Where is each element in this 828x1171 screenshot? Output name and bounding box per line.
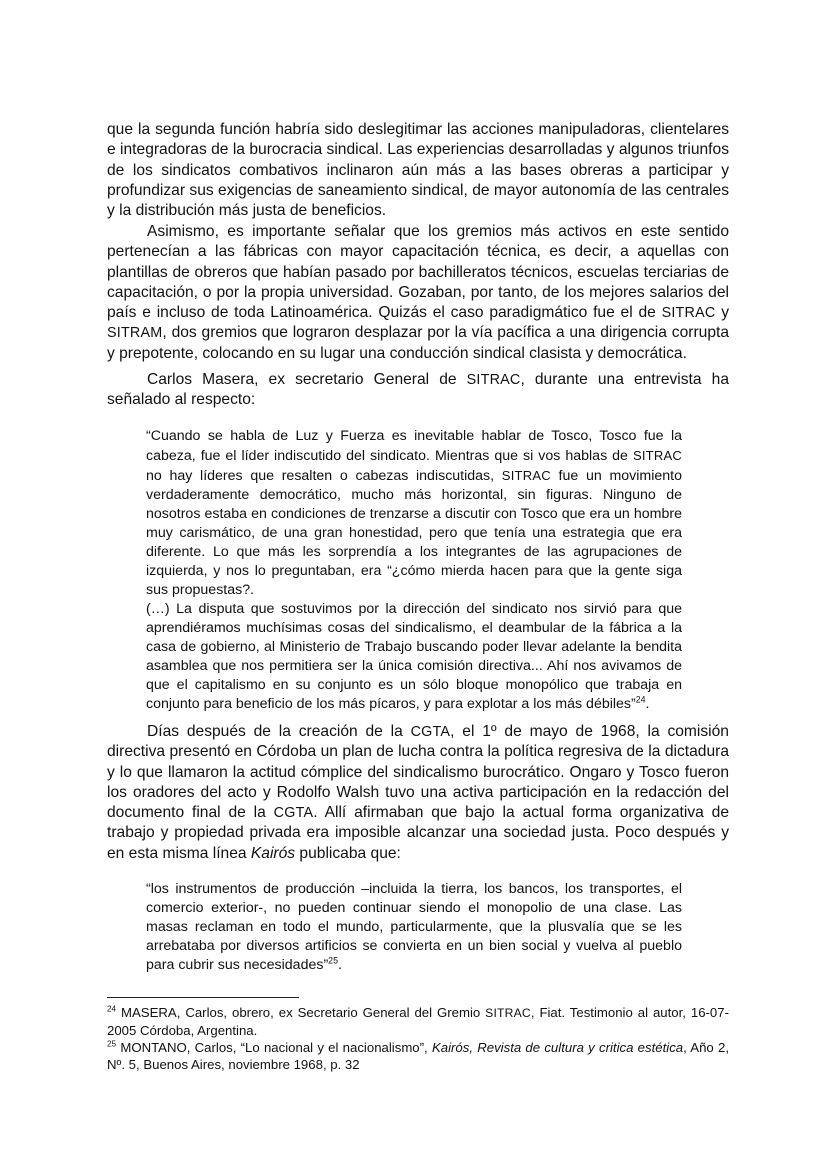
- italic-title: Kairós, Revista de cultura y critica estética: [431, 1040, 684, 1055]
- paragraph-text: Carlos Masera, ex secretario General de: [147, 371, 467, 388]
- italic-title: Kairós: [250, 844, 296, 862]
- acronym: SITRAC: [485, 1006, 531, 1020]
- paragraph-text: Días después de la creación de la: [147, 723, 411, 740]
- body-paragraph-3: [107, 370, 729, 411]
- acronym: SITRAC: [466, 372, 521, 388]
- footnote-text: , Año 2, Nº. 5, Buenos Aires, noviembre 1968, p. 32: [107, 1040, 730, 1072]
- footnotes: [107, 1004, 729, 1073]
- body-paragraph-4: [107, 722, 729, 864]
- quote-text: fue un movimiento verdaderamente democrático, mucho más horizontal, sin figuras. Ninguno de nosotros estaba en condiciones de trenzarse a discutir con Tosco que era un hombre muy carismático, de una gran honestidad, pero que tenía una estrategia que era diferente. Lo que más les sorprendía a los integrantes de las agrupaciones de izquierda, y nos lo preguntaban, era “¿cómo mierda hacen para que la gente siga sus propuestas?.: [146, 468, 682, 598]
- body-paragraph-2: [107, 222, 729, 364]
- footnote-text: MONTANO, Carlos, “Lo nacional y el nacionalismo”,: [116, 1040, 432, 1055]
- acronym: SITRAC: [501, 468, 551, 483]
- paragraph-text: , dos gremios que lograron desplazar por la vía pacífica a una dirigencia corrupta y prepotente, colocando en su lugar una conducción sindical clasista y democrática.: [107, 324, 729, 362]
- paragraph-text: , durante una entrevista ha señalado al respecto:: [107, 371, 729, 409]
- paragraph-text: Asimismo, es importante señalar que los gremios más activos en este sentido pertenecían a las fábricas con mayor capacitación técnica, es decir, a aquellas con plantillas de obreros que habían pasado por bachilleratos técnicos, escuelas terciarias de capacitación, o por la propia universidad. Gozaban, por tanto, de los mejores salarios del país e incluso de toda Latinoamérica. Quizás el caso paradigmático fue el de: [107, 223, 729, 322]
- quote-text: “Cuando se habla de Luz y Fuerza es inevitable hablar de Tosco, Tosco fue la cabeza, fue el líder indiscutido del sindicato. Mientras que si vos hablas de: [146, 428, 682, 464]
- paragraph-text: . Allí afirmaban que bajo la actual forma organizativa de trabajo y propiedad privada era imposible alcanzar una sociedad justa. Poco después y en esta misma línea: [107, 804, 729, 862]
- footnote-ref[interactable]: 24: [635, 694, 646, 705]
- paragraph-text: publicaba que:: [295, 844, 401, 862]
- footnote-25: [107, 1039, 729, 1073]
- footnote-number: 25: [107, 1039, 117, 1049]
- body-paragraph-1: [107, 120, 729, 221]
- acronym: CGTA: [410, 724, 451, 740]
- footnote-24: [107, 1004, 729, 1039]
- block-quote-1: “Cuando se habla de Luz y Fuerza es inevitable hablar de Tosco, Tosco fue la cabeza, fue el líder indiscutido del sindicato. Mientras que si vos hablas de SITRAC no hay líderes que resalten o cabezas indiscutidas, SITRAC fue un movimiento verdaderamente democrático, mucho más horizontal, sin figuras. Ninguno de nosotros estaba en condiciones de trenzarse a discutir con Tosco que era un hombre muy carismático, de una gran honestidad, pero que tenía una estrategia que era diferente. Lo que más les sorprendía a los integrantes de las agrupaciones de izquierda, y nos lo preguntaban, era “¿cómo mierda hacen para que la gente siga sus propuestas?. (…) La disputa que sostuvimos por la dirección del sindicato nos sirvió para que aprendiéramos muchísimas cosas del sindicalismo, el deambular de la fábrica a la casa de gobierno, al Ministerio de Trabajo buscando poder llevar adelante la bendita asamblea que nos permitiera ser la única comisión directiva... Ahí nos avivamos de que el capitalismo en su conjunto es un sólo bloque monopólico que trabaja en conjunto para beneficio de los más pícaros, y para explotar a los más débiles”$^{24}$.: [146, 428, 682, 712]
- footnote-text: , Fiat. Testimonio al autor, 16-07-2005 Córdoba, Argentina.: [107, 1005, 729, 1038]
- footnote-divider: [107, 997, 299, 998]
- quote-text: no hay líderes que resalten o cabezas indiscutidas,: [146, 468, 502, 484]
- footnote-number: 24: [107, 1004, 117, 1014]
- footnote-ref[interactable]: 25: [328, 955, 338, 966]
- quote-text: “los instrumentos de producción –incluida la tierra, los bancos, los transportes, el comercio exterior-, no pueden continuar siendo el monopolio de una clase. Las masas reclaman en todo el mundo, particularmente, que la plusvalía que se les arrebataba por diversos artificios se convierta en un bien social y vuelva al pueblo para cubrir sus necesidades”: [146, 881, 682, 973]
- block-quote-2: “los instrumentos de producción –incluida la tierra, los bancos, los transportes, el comercio exterior-, no pueden continuar siendo el monopolio de una clase. Las masas reclaman en todo el mundo, particularmente, que la plusvalía que se les arrebataba por diversos artificios se convierta en un bien social y vuelva al pueblo para cubrir sus necesidades”$^{25}$.: [146, 881, 682, 973]
- footnote-text: MASERA, Carlos, obrero, ex Secretario General del Gremio: [116, 1005, 486, 1020]
- quote-text: (…) La disputa que sostuvimos por la dirección del sindicato nos sirvió para que aprendiéramos muchísimas cosas del sindicalismo, el deambular de la fábrica a la casa de gobierno, al Ministerio de Trabajo buscando poder llevar adelante la bendita asamblea que nos permitiera ser la única comisión directiva... Ahí nos avivamos de que el capitalismo en su conjunto es un sólo bloque monopólico que trabaja en conjunto para beneficio de los más pícaros, y para explotar a los más débiles”: [146, 601, 682, 712]
- paragraph-text: , el 1º de mayo de 1968, la comisión directiva presentó en Córdoba un plan de lucha contra la política regresiva de la dictadura y lo que llamaron la actitud cómplice del sindicalismo burocrático. Ongaro y Tosco fueron los oradores del acto y Rodolfo Walsh tuvo una activa participación en la redacción del documento final de la: [107, 723, 729, 822]
- paragraph-text: que la segunda función habría sido deslegitimar las acciones manipuladoras, clientelares e integradoras de la burocracia sindical. Las experiencias desarrolladas y algunos triunfos de los sindicatos combativos inclinaron aún más a las bases obreras a participar y profundizar sus exigencias de saneamiento sindical, de mayor autonomía de las centrales y la distribución más justa de beneficios.: [107, 121, 729, 220]
- acronym: CGTA: [273, 805, 314, 822]
- paragraph-text: y: [715, 304, 729, 322]
- acronym: SITRAC: [661, 305, 716, 322]
- acronym: SITRAC: [632, 448, 682, 463]
- acronym: SITRAM: [107, 325, 163, 342]
